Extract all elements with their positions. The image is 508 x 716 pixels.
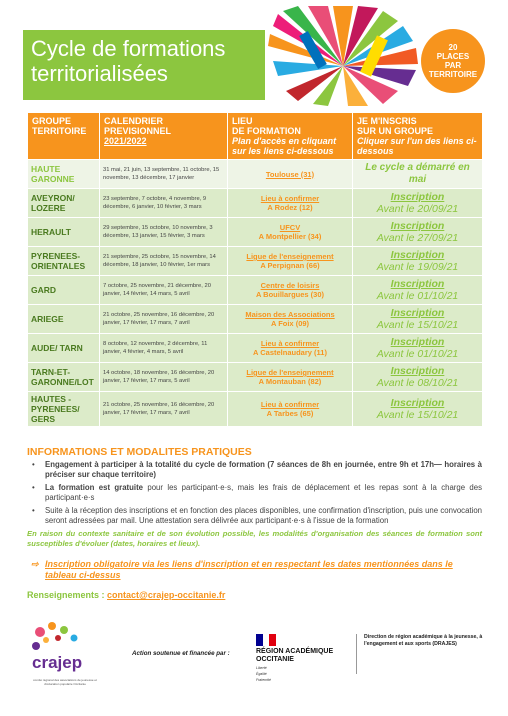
place-link[interactable]: Toulouse (31) xyxy=(265,169,315,179)
signup-cell xyxy=(353,189,483,218)
signup-cell xyxy=(353,305,483,334)
footer xyxy=(30,620,485,700)
page-title xyxy=(31,36,225,86)
place-cell xyxy=(228,305,353,334)
group-name: HAUTE GARONNE xyxy=(28,160,100,189)
info-list xyxy=(27,460,482,526)
place-city: A Castelnaudary (11) xyxy=(253,348,327,357)
group-name: AUDE/ TARN xyxy=(28,334,100,363)
info-bullet-engagement: • Engagement à participer à la totalité du cycle de formation (7 séances de 8h en journée, entre 9h et 17h— horaires à préciser sur chaque territoire) xyxy=(27,460,482,480)
place-city: A Tarbes (65) xyxy=(266,409,314,418)
group-name: AVEYRON/ LOZERE xyxy=(28,189,100,218)
calendar-dates: 7 octobre, 25 novembre, 21 décembre, 20 janvier, 14 février, 14 mars, 5 avril xyxy=(100,276,228,305)
signup-cell xyxy=(353,334,483,363)
covid-notice: En raison du contexte sanitaire et de son évolution possible, les modalités d'organisation des séances de formation sont susceptibles d'évoluer (dates, horaires et lieux). xyxy=(27,529,482,548)
group-name: HERAULT xyxy=(28,218,100,247)
signup-link[interactable]: Inscription xyxy=(390,220,445,232)
contact-email-link[interactable]: contact@crajep-occitanie.fr xyxy=(107,590,226,600)
signup-deadline: Avant le 15/10/21 xyxy=(376,409,459,421)
place-link[interactable]: Lieu à confirmer xyxy=(260,339,320,348)
funding-label: Action soutenue et financée par : xyxy=(132,650,230,657)
info-bullet-free: • La formation est gratuite pour les participant·e·s, mais les frais de déplacement et les repas sont à la charge des participant·e·s xyxy=(27,483,482,503)
signup-link[interactable]: Inscription xyxy=(390,249,445,261)
arrow-right-icon: ⇨ xyxy=(31,559,39,569)
place-link[interactable]: Maison des Associations xyxy=(245,310,335,319)
title-box xyxy=(23,30,265,100)
signup-link[interactable]: Inscription xyxy=(390,278,445,290)
place-link[interactable]: Centre de loisirs xyxy=(260,281,320,290)
place-cell xyxy=(228,160,353,189)
place-cell xyxy=(228,392,353,427)
table-row xyxy=(28,392,483,427)
place-city: A Montauban (82) xyxy=(258,377,322,386)
group-name: GARD xyxy=(28,276,100,305)
place-link[interactable]: Lieu à confirmer xyxy=(260,194,320,203)
calendar-dates: 21 octobre, 25 novembre, 16 décembre, 20 janvier, 17 février, 17 mars, 7 avril xyxy=(100,392,228,427)
info-bullet-confirmation: • Suite à la réception des inscriptions et en fonction des places disponibles, une confirmation d'inscription, puis une convocation seront adressées par mail. Une attestation sera délivrée aux participant·e·s à l'issue de la formation xyxy=(27,506,482,526)
table-row xyxy=(28,276,483,305)
table-header-row xyxy=(28,113,483,160)
place-link[interactable]: Ligue de l'enseignement xyxy=(246,368,334,377)
signup-link[interactable]: Inscription xyxy=(390,365,445,377)
signup-deadline: Avant le 08/10/21 xyxy=(376,377,459,389)
signup-link[interactable]: Inscription xyxy=(390,307,445,319)
signup-cell xyxy=(353,276,483,305)
table-row xyxy=(28,305,483,334)
signup-cell xyxy=(353,363,483,392)
calendar-dates: 14 octobre, 18 novembre, 16 décembre, 20 janvier, 17 février, 17 mars, 5 avril xyxy=(100,363,228,392)
signup-cell xyxy=(353,218,483,247)
calendar-dates: 21 septembre, 25 octobre, 15 novembre, 14 décembre, 18 janvier, 10 février, 1er mars xyxy=(100,247,228,276)
signup-deadline: Avant le 27/09/21 xyxy=(376,232,459,244)
place-cell xyxy=(228,218,353,247)
column-header-place: LIEU DE FORMATION Plan d'accès en cliquant sur les liens ci-dessous xyxy=(228,113,353,160)
signup-status: Le cycle a démarré en mai xyxy=(365,162,470,185)
group-name: HAUTES - PYRENEES/ GERS xyxy=(28,392,100,427)
place-cell xyxy=(228,189,353,218)
calendar-dates: 29 septembre, 15 octobre, 10 novembre, 3 décembre, 13 janvier, 15 février, 3 mars xyxy=(100,218,228,247)
place-cell xyxy=(228,363,353,392)
title-line-1: Cycle de formations xyxy=(31,36,226,61)
crajep-tagline: comité régional des associations de jeunesse et d'éducation populaire Occitanie xyxy=(33,678,97,686)
table-row xyxy=(28,218,483,247)
table-row xyxy=(28,247,483,276)
group-name: ARIEGE xyxy=(28,305,100,334)
calendar-dates: 8 octobre, 12 novembre, 2 décembre, 11 janvier, 4 février, 4 mars, 5 avril xyxy=(100,334,228,363)
signup-deadline: Avant le 01/10/21 xyxy=(376,348,459,360)
header xyxy=(23,26,485,106)
signup-warning: ⇨ Inscription obligatoire via les liens d'inscription et en respectant les dates mentionnées dans le tableau ci-dessus xyxy=(31,559,453,580)
contact-line: Renseignements : contact@crajep-occitanie.fr xyxy=(27,590,226,600)
column-header-calendar: CALENDRIER PREVISIONNEL 2021/2022 xyxy=(100,113,228,160)
info-section xyxy=(27,446,482,600)
signup-deadline: Avant le 20/09/21 xyxy=(376,203,459,215)
places-badge: 20 PLACES PAR TERRITOIRE xyxy=(421,29,485,93)
column-header-group: GROUPE TERRITOIRE xyxy=(28,113,100,160)
place-link[interactable]: Lieu à confirmer xyxy=(260,400,320,409)
place-cell xyxy=(228,334,353,363)
place-city: A Montpellier (34) xyxy=(258,232,322,241)
place-cell xyxy=(228,247,353,276)
signup-deadline: Avant le 15/10/21 xyxy=(376,319,459,331)
group-name: PYRENEES-ORIENTALES xyxy=(28,247,100,276)
table-row xyxy=(28,334,483,363)
title-line-2: territorialisées xyxy=(31,61,168,86)
formations-table xyxy=(27,112,483,427)
signup-deadline: Avant le 19/09/21 xyxy=(376,261,459,273)
french-flag-icon xyxy=(256,634,276,646)
signup-link[interactable]: Inscription xyxy=(390,397,445,409)
calendar-dates: 31 mai, 21 juin, 13 septembre, 11 octobre, 15 novembre, 13 décembre, 17 janvier xyxy=(100,160,228,189)
signup-deadline: Avant le 01/10/21 xyxy=(376,290,459,302)
place-city: A Rodez (12) xyxy=(267,203,313,212)
region-logo: RÉGION ACADÉMIQUE OCCITANIE Liberté Égalité Fraternité xyxy=(256,634,356,682)
signup-cell xyxy=(353,392,483,427)
place-cell xyxy=(228,276,353,305)
signup-link[interactable]: Inscription xyxy=(390,336,445,348)
svg-text:crajep: crajep xyxy=(32,653,83,672)
calendar-dates: 23 septembre, 7 octobre, 4 novembre, 9 décembre, 6 janvier, 10 février, 3 mars xyxy=(100,189,228,218)
signup-link[interactable]: Inscription xyxy=(390,191,445,203)
table-row xyxy=(28,160,483,189)
table-row xyxy=(28,363,483,392)
signup-cell xyxy=(353,247,483,276)
info-heading: INFORMATIONS ET MODALITES PRATIQUES xyxy=(27,446,252,458)
calendar-dates: 21 octobre, 25 novembre, 16 décembre, 20 janvier, 17 février, 17 mars, 7 avril xyxy=(100,305,228,334)
table-row xyxy=(28,189,483,218)
place-city: A Bouillargues (30) xyxy=(255,290,325,299)
group-name: TARN-ET-GARONNE/LOT xyxy=(28,363,100,392)
place-link[interactable]: UFCV xyxy=(279,223,301,232)
signup-cell xyxy=(353,160,483,189)
footer-divider xyxy=(356,634,357,674)
place-city: A Foix (09) xyxy=(270,319,310,328)
decorative-burst-icon xyxy=(248,6,438,106)
drajes-label: Direction de région académique à la jeunesse, à l'engagement et aux sports (DRAJES) xyxy=(364,634,483,647)
place-city: A Perpignan (66) xyxy=(260,261,320,270)
place-link[interactable]: Ligue de l'enseignement xyxy=(246,252,334,261)
column-header-signup: JE M'INSCRIS SUR UN GROUPE Cliquer sur l'un des liens ci-dessous xyxy=(353,113,483,160)
